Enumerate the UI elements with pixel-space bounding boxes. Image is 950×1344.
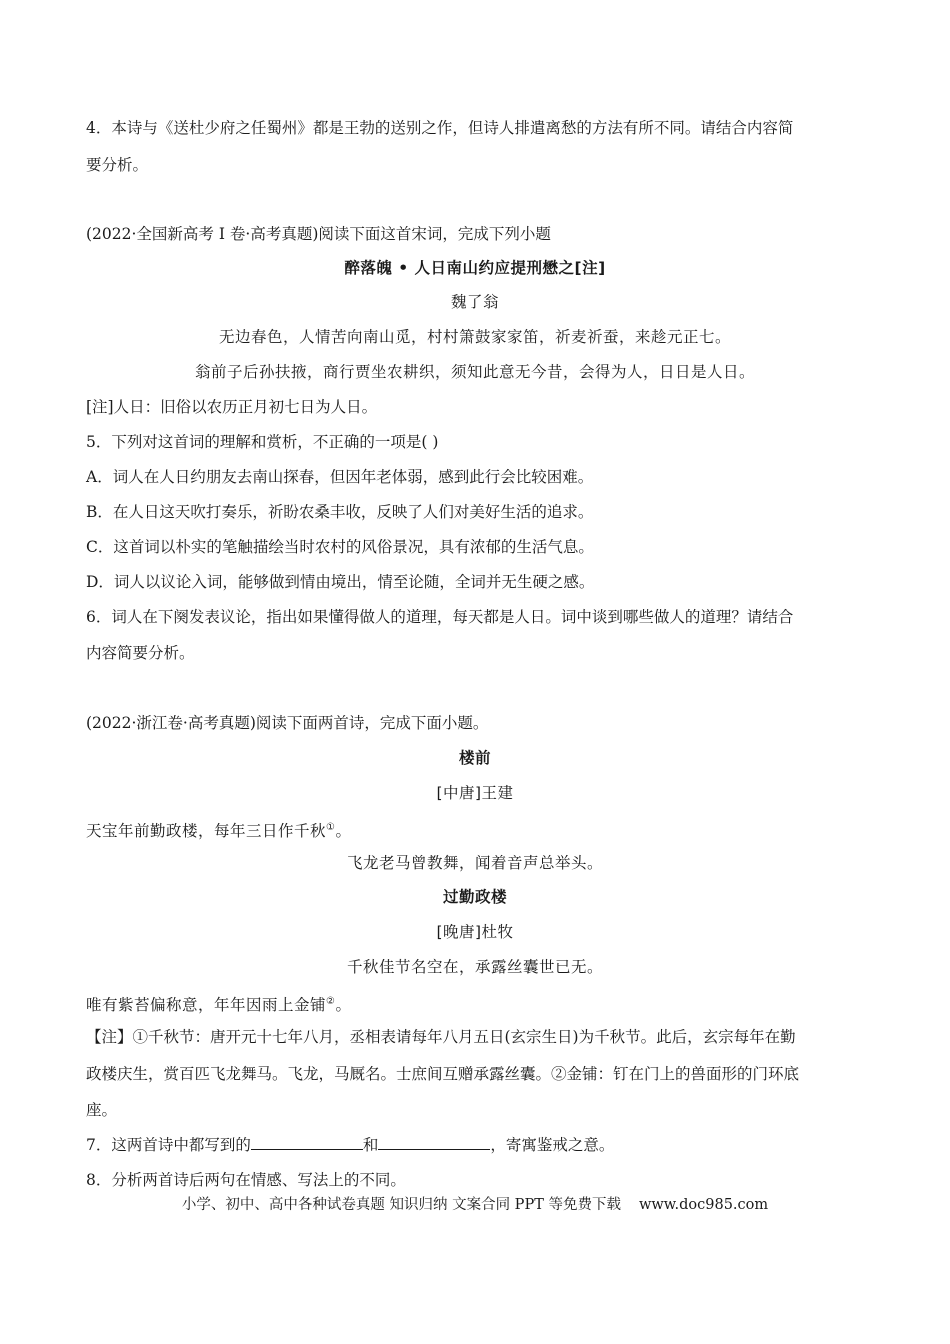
q4-line1: 4．本诗与《送杜少府之任蜀州》都是王勃的送别之作，但诗人排遣离愁的方法有所不同。请结合内容简 [86,119,794,137]
option-d: D．词人以议论入词，能够做到情由境出，情至论随，全词并无生硬之感。 [86,573,595,591]
poem-title: 醉落魄 • 人日南山约应提刑懋之[注] [344,259,606,277]
poem2-line1: 千秋佳节名空在，承露丝囊世已无。 [346,958,603,976]
option-a: A．词人在人日约朋友去南山探春，但因年老体弱，感到此行会比较困难。 [86,468,594,486]
poem1-line1: 天宝年前勤政楼，每年三日作千秋①。 [86,822,352,841]
poem2-line2: 唯有紫苔偏称意，年年因雨上金铺②。 [86,996,352,1015]
answer-blank-2 [378,1135,490,1150]
section1-intro: (2022·全国新高考 I 卷·高考真题)阅读下面这首宋词，完成下列小题 [86,225,551,243]
question-6-line1: 6．词人在下阕发表议论，指出如果懂得做人的道理，每天都是人日。词中谈到哪些做人的道理？请结合 [86,608,794,626]
note-line2: 政楼庆生，赏百匹飞龙舞马。飞龙，马厩名。士庶间互赠承露丝囊。②金铺：钉在门上的兽面形的门环底 [86,1065,800,1083]
question-8: 8．分析两首诗后两句在情感、写法上的不同。 [86,1171,406,1189]
footer-text: 小学、初中、高中各种试卷真题 知识归纳 文案合同 PPT 等免费下载 [181,1197,621,1213]
poem2-title: 过勤政楼 [442,888,507,906]
page-footer [0,1193,950,1214]
question-6-line2: 内容简要分析。 [86,644,195,662]
poem-verse-2: 翁前子后孙扶掖，商行贾坐农耕织，须知此意无今昔，会得为人，日日是人日。 [194,363,755,381]
poem1-line2: 飞龙老马曾教舞，闻着音声总举头。 [346,854,603,872]
q4-line2: 要分析。 [86,156,149,174]
section2-intro: (2022·浙江卷·高考真题)阅读下面两首诗，完成下面小题。 [86,714,489,732]
option-b: B．在人日这天吹打奏乐，祈盼农桑丰收，反映了人们对美好生活的追求。 [86,503,594,521]
poem-author: 魏了翁 [450,293,499,311]
poem2-author: [晚唐]杜牧 [436,923,514,941]
poem1-author: [中唐]王建 [436,784,514,802]
note-line1: 【注】①千秋节：唐开元十七年八月，丞相表请每年八月五日(玄宗生日)为千秋节。此后，玄宗每年在勤 [86,1028,796,1046]
answer-blank-1 [251,1135,363,1150]
section1-note: [注]人日：旧俗以农历正月初七日为人日。 [86,398,378,416]
note-line3: 座。 [86,1101,118,1119]
poem-verse-1: 无边春色，人情苦向南山觅，村村箫鼓家家笛，祈麦祈蚕，来趁元正七。 [218,328,731,346]
option-c: C．这首词以朴实的笔触描绘当时农村的风俗景况，具有浓郁的生活气息。 [86,538,594,556]
poem1-title: 楼前 [458,749,491,767]
question-7: 7．这两首诗中都写到的 和 ，寄寓鉴戒之意。 [86,1136,615,1154]
footer-site-link[interactable]: www.doc985.com [638,1197,769,1213]
question-5: 5．下列对这首词的理解和赏析，不正确的一项是( ) [86,433,439,451]
